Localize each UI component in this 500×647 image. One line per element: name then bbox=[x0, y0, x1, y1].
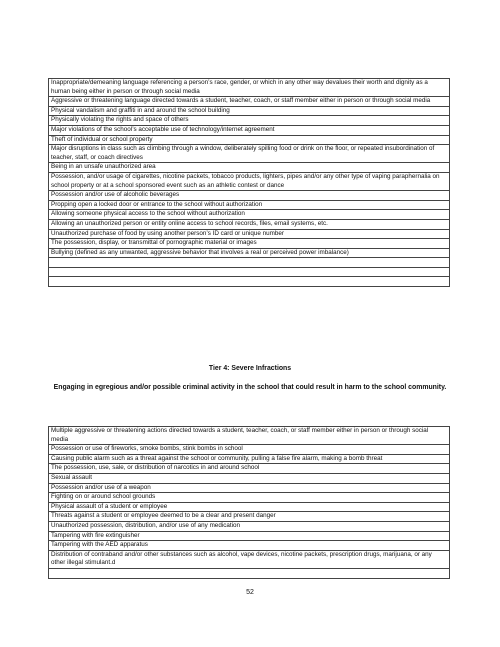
table-cell: The possession, display, or transmittal of pornographic material or images bbox=[49, 239, 450, 249]
table-row-empty bbox=[49, 267, 450, 277]
table-row bbox=[49, 106, 450, 116]
page-number: 52 bbox=[246, 589, 254, 596]
table-row bbox=[49, 464, 450, 474]
table-row-empty bbox=[49, 568, 450, 578]
table-row bbox=[49, 229, 450, 239]
table-cell: Physical vandalism and graffiti in and around the school building bbox=[49, 106, 450, 116]
table-cell: Threats against a student or employee deemed to be a clear and present danger bbox=[49, 512, 450, 522]
table-cell: Tampering with fire extinguisher bbox=[49, 531, 450, 541]
table-row bbox=[49, 172, 450, 190]
table-cell bbox=[49, 277, 450, 287]
table-cell: Being in an unsafe unauthorized area bbox=[49, 163, 450, 173]
table-cell: Possession, and/or usage of cigarettes, nicotine packets, tobacco products, lighters, pipes and/or any other type of vaping paraphernalia on school property or at a school sponsored event such as an athletic contest or dance bbox=[49, 172, 450, 190]
table-cell: Causing public alarm such as a threat against the school or community, pulling a false fire alarm, making a bomb threat bbox=[49, 454, 450, 464]
table-row bbox=[49, 512, 450, 522]
table-cell: Possession or use of fireworks, smoke bombs, stink bombs in school bbox=[49, 445, 450, 455]
table-row bbox=[49, 502, 450, 512]
table-cell: Bullying (defined as any unwanted, aggressive behavior that involves a real or perceived power imbalance) bbox=[49, 248, 450, 258]
table-row bbox=[49, 493, 450, 503]
table-row bbox=[49, 550, 450, 568]
table-row bbox=[49, 541, 450, 551]
table-row bbox=[49, 79, 450, 97]
table-row bbox=[49, 135, 450, 145]
table-cell: Major disruptions in class such as climbing through a window, deliberately spilling food or drink on the floor, or repeated insubordination of teacher, staff, or coach directives bbox=[49, 145, 450, 163]
table-cell bbox=[49, 568, 450, 578]
table-cell: Sexual assault bbox=[49, 473, 450, 483]
table-cell: Unauthorized purchase of food by using another person’s ID card or unique number bbox=[49, 229, 450, 239]
table-row bbox=[49, 125, 450, 135]
section-description: Engaging in egregious and/or possible criminal activity in the school that could result in harm to the school community. bbox=[53, 384, 447, 391]
table-cell: The possession, use, sale, or distribution of narcotics in and around school bbox=[49, 464, 450, 474]
table-cell: Physical assault of a student or employee bbox=[49, 502, 450, 512]
table-row bbox=[49, 445, 450, 455]
table-cell: Aggressive or threatening language directed towards a student, teacher, coach, or staff member either in person or through social media bbox=[49, 97, 450, 107]
table-row bbox=[49, 97, 450, 107]
table-cell: Allowing an unauthorized person or entity online access to school records, files, email systems, etc. bbox=[49, 219, 450, 229]
table-cell: Propping open a locked door or entrance to the school without authorization bbox=[49, 200, 450, 210]
table-row bbox=[49, 248, 450, 258]
table-cell: Unauthorized possession, distribution, and/or use of any medication bbox=[49, 521, 450, 531]
table-cell: Possession and/or use of a weapon bbox=[49, 483, 450, 493]
table-row bbox=[49, 200, 450, 210]
table-cell: Theft of individual or school property bbox=[49, 135, 450, 145]
tier4-infractions-table bbox=[48, 426, 450, 579]
table-cell: Inappropriate/demeaning language referencing a person’s race, gender, or which in any other way devalues their worth and dignity as a human being either in person or through social media bbox=[49, 79, 450, 97]
table-row bbox=[49, 427, 450, 445]
table-row-empty bbox=[49, 277, 450, 287]
table-cell: Distribution of contraband and/or other substances such as alcohol, vape devices, nicotine packets, prescription drugs, marijuana, or any other illegal stimulant.d bbox=[49, 550, 450, 568]
table-cell: Tampering with the AED apparatus bbox=[49, 541, 450, 551]
table-row bbox=[49, 454, 450, 464]
table-row bbox=[49, 219, 450, 229]
table-row bbox=[49, 483, 450, 493]
table-row-empty bbox=[49, 258, 450, 268]
section-heading: Tier 4: Severe Infractions bbox=[208, 365, 292, 372]
table-cell: Fighting on or around school grounds bbox=[49, 493, 450, 503]
table-row bbox=[49, 191, 450, 201]
table-row bbox=[49, 145, 450, 163]
tier3-infractions-table bbox=[48, 78, 450, 287]
table-row bbox=[49, 531, 450, 541]
table-cell bbox=[49, 267, 450, 277]
table-cell: Multiple aggressive or threatening actions directed towards a student, teacher, coach, or staff member either in person or through social media bbox=[49, 427, 450, 445]
table-row bbox=[49, 521, 450, 531]
table-row bbox=[49, 473, 450, 483]
table-row bbox=[49, 163, 450, 173]
table-cell: Physically violating the rights and space of others bbox=[49, 116, 450, 126]
table-row bbox=[49, 210, 450, 220]
table-cell: Allowing someone physical access to the school without authorization bbox=[49, 210, 450, 220]
table-row bbox=[49, 116, 450, 126]
table-cell: Possession and/or use of alcoholic beverages bbox=[49, 191, 450, 201]
table-cell: Major violations of the school’s acceptable use of technology/internet agreement bbox=[49, 125, 450, 135]
table-row bbox=[49, 239, 450, 249]
table-cell bbox=[49, 258, 450, 268]
